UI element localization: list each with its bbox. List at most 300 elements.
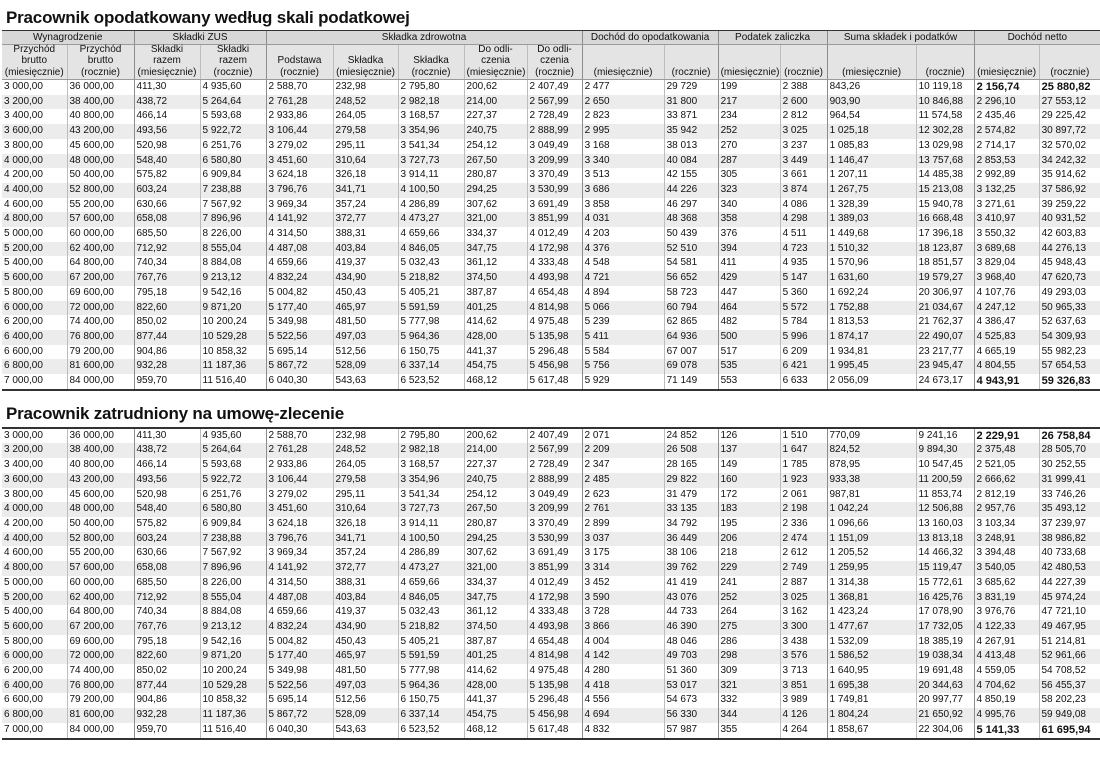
table-cell: 4 800,00 (2, 212, 67, 227)
table-cell: 42 603,83 (1039, 227, 1100, 242)
table-cell: 428,00 (464, 679, 527, 694)
table-cell: 3 831,19 (974, 591, 1039, 606)
table-cell: 4 012,49 (527, 576, 582, 591)
table-cell: 450,43 (333, 286, 398, 301)
table-cell: 227,37 (464, 109, 527, 124)
table-cell: 795,18 (134, 635, 200, 650)
table-cell: 4 665,19 (974, 345, 1039, 360)
table-cell: 401,25 (464, 301, 527, 316)
table-cell: 1 267,75 (827, 183, 916, 198)
table-cell: 3 025 (780, 591, 827, 606)
table-cell: 326,18 (333, 168, 398, 183)
table-cell: 2 485 (582, 473, 664, 488)
table-cell: 4 100,50 (398, 532, 464, 547)
table-cell: 10 846,88 (916, 95, 974, 110)
table-cell: 3 025 (780, 124, 827, 139)
column-header (718, 45, 780, 56)
table-cell: 4 600,00 (2, 198, 67, 213)
table-cell: 2 992,89 (974, 168, 1039, 183)
table-cell: 4 600,00 (2, 546, 67, 561)
table-cell: 4 286,89 (398, 546, 464, 561)
table-cell: 2 853,53 (974, 154, 1039, 169)
table-cell: 11 200,59 (916, 473, 974, 488)
column-header: brutto (2, 56, 67, 67)
table-cell: 3 624,18 (266, 168, 333, 183)
table-cell: 4 975,48 (527, 664, 582, 679)
table-cell: 6 200,00 (2, 664, 67, 679)
table-cell: 3 691,49 (527, 198, 582, 213)
table-cell: 1 640,95 (827, 664, 916, 679)
table-cell: 3 968,40 (974, 271, 1039, 286)
table-cell: 434,90 (333, 620, 398, 635)
table-row (2, 458, 1100, 473)
table-cell: 450,43 (333, 635, 398, 650)
table-cell: 1 752,88 (827, 301, 916, 316)
table-cell: 4 400,00 (2, 532, 67, 547)
table-cell: 1 449,68 (827, 227, 916, 242)
table-cell: 5 264,64 (200, 95, 266, 110)
table-cell: 10 119,18 (916, 80, 974, 95)
table-cell: 3 354,96 (398, 124, 464, 139)
table-cell: 4 386,47 (974, 315, 1039, 330)
table-cell: 4 721 (582, 271, 664, 286)
table-cell: 286 (718, 635, 780, 650)
table-cell: 44 276,13 (1039, 242, 1100, 257)
table-cell: 1 647 (780, 443, 827, 458)
table-cell: 428,00 (464, 330, 527, 345)
table-cell: 1 995,45 (827, 359, 916, 374)
table-cell: 267,50 (464, 502, 527, 517)
table-cell: 6 400,00 (2, 330, 67, 345)
table-cell: 79 200,00 (67, 693, 134, 708)
table-cell: 3 661 (780, 168, 827, 183)
table-cell: 28 505,70 (1039, 443, 1100, 458)
table-cell: 56 330 (664, 708, 718, 723)
table-cell: 72 000,00 (67, 649, 134, 664)
column-header: Do odli- (464, 45, 527, 56)
table-cell: 279,58 (333, 473, 398, 488)
table-cell: 2 761,28 (266, 95, 333, 110)
table-cell: 441,37 (464, 345, 527, 360)
period-label: (rocznie) (780, 66, 827, 80)
table-cell: 2 812 (780, 109, 827, 124)
table-cell: 3 866 (582, 620, 664, 635)
table-cell: 2 567,99 (527, 95, 582, 110)
table-row (2, 693, 1100, 708)
table-cell: 347,75 (464, 591, 527, 606)
table-cell: 5 349,98 (266, 315, 333, 330)
table-cell: 543,63 (333, 723, 398, 739)
table-cell: 12 302,28 (916, 124, 974, 139)
table-cell: 35 493,12 (1039, 502, 1100, 517)
column-header: Przychód (67, 45, 134, 56)
table-cell: 9 871,20 (200, 649, 266, 664)
table-cell: 3 162 (780, 605, 827, 620)
table-cell: 2 056,09 (827, 374, 916, 390)
table-cell: 2 957,76 (974, 502, 1039, 517)
table-cell: 6 800,00 (2, 359, 67, 374)
table-cell: 31 800 (664, 95, 718, 110)
table-cell: 3 600,00 (2, 473, 67, 488)
table-cell: 81 600,00 (67, 708, 134, 723)
table-cell: 388,31 (333, 576, 398, 591)
table-cell: 13 813,18 (916, 532, 974, 547)
table-cell: 4 280 (582, 664, 664, 679)
table-cell: 3 400,00 (2, 458, 67, 473)
table-cell: 55 982,23 (1039, 345, 1100, 360)
table-cell: 419,37 (333, 605, 398, 620)
table-cell: 5 600,00 (2, 271, 67, 286)
table-cell: 23 217,77 (916, 345, 974, 360)
table-cell: 5 264,64 (200, 443, 266, 458)
table-cell: 341,71 (333, 532, 398, 547)
table-row (2, 723, 1100, 739)
table-cell: 4 654,48 (527, 286, 582, 301)
table-cell: 3 370,49 (527, 168, 582, 183)
table-cell: 36 449 (664, 532, 718, 547)
table-cell: 6 633 (780, 374, 827, 390)
table-cell: 850,02 (134, 315, 200, 330)
period-label: (miesięcznie) (827, 66, 916, 80)
table-cell: 10 200,24 (200, 664, 266, 679)
table-cell: 214,00 (464, 443, 527, 458)
table-cell: 332 (718, 693, 780, 708)
table-cell: 15 772,61 (916, 576, 974, 591)
table-cell: 4 975,48 (527, 315, 582, 330)
table-cell: 17 732,05 (916, 620, 974, 635)
table-cell: 5 000,00 (2, 576, 67, 591)
table-cell: 49 293,03 (1039, 286, 1100, 301)
table-row (2, 330, 1100, 345)
table-cell: 1 423,24 (827, 605, 916, 620)
table-cell: 200,62 (464, 428, 527, 444)
table-cell: 7 000,00 (2, 723, 67, 739)
table-cell: 497,03 (333, 330, 398, 345)
table-cell: 357,24 (333, 546, 398, 561)
table-cell: 323 (718, 183, 780, 198)
table-cell: 50 965,33 (1039, 301, 1100, 316)
table-cell: 4 832 (582, 723, 664, 739)
table-cell: 2 156,74 (974, 80, 1039, 95)
table-cell: 44 226 (664, 183, 718, 198)
column-header: Podstawa (266, 56, 333, 67)
group-header: Dochód netto (974, 31, 1100, 45)
table-cell: 4 200,00 (2, 168, 67, 183)
table-cell: 9 542,16 (200, 286, 266, 301)
table-cell: 5 296,48 (527, 693, 582, 708)
table-cell: 7 896,96 (200, 561, 266, 576)
table-cell: 10 858,32 (200, 693, 266, 708)
table-cell: 3 541,34 (398, 488, 464, 503)
table-cell: 5 964,36 (398, 330, 464, 345)
table-cell: 31 999,41 (1039, 473, 1100, 488)
table-cell: 19 038,34 (916, 649, 974, 664)
table-cell: 22 490,07 (916, 330, 974, 345)
table-cell: 5 004,82 (266, 635, 333, 650)
table-cell: 438,72 (134, 95, 200, 110)
table-cell: 21 034,67 (916, 301, 974, 316)
table-cell: 4 298 (780, 212, 827, 227)
table-cell: 5 411 (582, 330, 664, 345)
table-cell: 3 530,99 (527, 183, 582, 198)
table-cell: 388,31 (333, 227, 398, 242)
table-cell: 2 933,86 (266, 109, 333, 124)
table-cell: 468,12 (464, 374, 527, 390)
table-cell: 67 007 (664, 345, 718, 360)
table-cell: 3 279,02 (266, 139, 333, 154)
table-cell: 4 659,66 (398, 576, 464, 591)
table-cell: 8 555,04 (200, 242, 266, 257)
table-cell: 18 123,87 (916, 242, 974, 257)
table-cell: 2 728,49 (527, 109, 582, 124)
table-cell: 1 477,67 (827, 620, 916, 635)
table-cell: 4 487,08 (266, 242, 333, 257)
table-cell: 3 175 (582, 546, 664, 561)
table-cell: 3 851,99 (527, 212, 582, 227)
period-label: (rocznie) (398, 66, 464, 80)
table-cell: 3 106,44 (266, 473, 333, 488)
table-cell: 3 049,49 (527, 488, 582, 503)
table-cell: 1 151,09 (827, 532, 916, 547)
table-cell: 4 654,48 (527, 635, 582, 650)
table-cell: 57 987 (664, 723, 718, 739)
table-cell: 1 207,11 (827, 168, 916, 183)
table-cell: 7 567,92 (200, 546, 266, 561)
table-cell: 30 897,72 (1039, 124, 1100, 139)
table-cell: 2 995 (582, 124, 664, 139)
table-cell: 22 304,06 (916, 723, 974, 739)
table-cell: 20 344,63 (916, 679, 974, 694)
table-cell: 3 168,57 (398, 458, 464, 473)
table-cell: 3 800,00 (2, 139, 67, 154)
table-cell: 5 784 (780, 315, 827, 330)
table-cell: 294,25 (464, 532, 527, 547)
table-cell: 310,64 (333, 154, 398, 169)
table-cell: 520,98 (134, 139, 200, 154)
column-header: Do odli- (527, 45, 582, 56)
table-cell: 2 728,49 (527, 458, 582, 473)
table-cell: 712,92 (134, 242, 200, 257)
column-header: Składki (200, 45, 266, 56)
table-cell: 3 354,96 (398, 473, 464, 488)
table-cell: 307,62 (464, 198, 527, 213)
table-cell: 54 708,52 (1039, 664, 1100, 679)
table-cell: 3 851 (780, 679, 827, 694)
table-cell: 42 480,53 (1039, 561, 1100, 576)
table-cell: 411 (718, 256, 780, 271)
table-cell: 72 000,00 (67, 301, 134, 316)
table-cell: 3 279,02 (266, 488, 333, 503)
table-cell: 7 896,96 (200, 212, 266, 227)
column-header (1039, 56, 1100, 67)
table-cell: 34 792 (664, 517, 718, 532)
table-cell: 2 347 (582, 458, 664, 473)
table-cell: 13 160,03 (916, 517, 974, 532)
table-cell: 434,90 (333, 271, 398, 286)
table-cell: 3 271,61 (974, 198, 1039, 213)
table-cell: 878,95 (827, 458, 916, 473)
table-row (2, 502, 1100, 517)
table-cell: 5 032,43 (398, 256, 464, 271)
table-cell: 481,50 (333, 664, 398, 679)
table-cell: 8 884,08 (200, 605, 266, 620)
table-cell: 55 200,00 (67, 546, 134, 561)
table-cell: 5 135,98 (527, 679, 582, 694)
table-cell: 52 510 (664, 242, 718, 257)
table-cell: 454,75 (464, 708, 527, 723)
table-cell: 464 (718, 301, 780, 316)
table-cell: 254,12 (464, 139, 527, 154)
column-header (974, 45, 1039, 56)
group-header: Wynagrodzenie (2, 31, 134, 45)
table-cell: 5 593,68 (200, 458, 266, 473)
table-cell: 214,00 (464, 95, 527, 110)
table-cell: 252 (718, 124, 780, 139)
period-label: (miesięcznie) (333, 66, 398, 80)
table-cell: 466,14 (134, 458, 200, 473)
table-cell: 43 076 (664, 591, 718, 606)
table-cell: 69 078 (664, 359, 718, 374)
table-cell: 10 547,45 (916, 458, 974, 473)
table-cell: 3 976,76 (974, 605, 1039, 620)
period-label: (miesięcznie) (464, 66, 527, 80)
table-cell: 248,52 (333, 95, 398, 110)
table-cell: 5 572 (780, 301, 827, 316)
table-cell: 2 888,99 (527, 473, 582, 488)
table-cell: 280,87 (464, 517, 527, 532)
table-cell: 767,76 (134, 271, 200, 286)
table-cell: 2 666,62 (974, 473, 1039, 488)
table-cell: 64 800,00 (67, 605, 134, 620)
table-cell: 4 400,00 (2, 183, 67, 198)
table-cell: 6 251,76 (200, 488, 266, 503)
table-cell: 3 037 (582, 532, 664, 547)
table-row (2, 428, 1100, 444)
table-cell: 4 804,55 (974, 359, 1039, 374)
table-cell: 4 004 (582, 635, 664, 650)
table-cell: 4 493,98 (527, 620, 582, 635)
table-cell: 45 974,24 (1039, 591, 1100, 606)
table-cell: 47 620,73 (1039, 271, 1100, 286)
table-cell: 6 580,80 (200, 154, 266, 169)
table-row (2, 124, 1100, 139)
table-cell: 264,05 (333, 458, 398, 473)
table-cell: 200,62 (464, 80, 527, 95)
table-cell: 206 (718, 532, 780, 547)
table-cell: 1 314,38 (827, 576, 916, 591)
column-header (916, 56, 974, 67)
table-row (2, 301, 1100, 316)
table-cell: 6 337,14 (398, 359, 464, 374)
table-cell: 5 000,00 (2, 227, 67, 242)
table-cell: 4 659,66 (398, 227, 464, 242)
table-cell: 5 405,21 (398, 286, 464, 301)
table-cell: 49 703 (664, 649, 718, 664)
period-label: (miesięcznie) (718, 66, 780, 80)
table-cell: 740,34 (134, 256, 200, 271)
table-cell: 19 691,48 (916, 664, 974, 679)
table-cell: 3 248,91 (974, 532, 1039, 547)
table-cell: 5 777,98 (398, 664, 464, 679)
table-cell: 26 758,84 (1039, 428, 1100, 444)
column-header: czenia (464, 56, 527, 67)
table-cell: 2 749 (780, 561, 827, 576)
table-cell: 52 637,63 (1039, 315, 1100, 330)
period-label: (rocznie) (67, 66, 134, 80)
table-cell: 51 360 (664, 664, 718, 679)
table-cell: 10 529,28 (200, 679, 266, 694)
table-cell: 2 071 (582, 428, 664, 444)
table-cell: 2 209 (582, 443, 664, 458)
table-cell: 3 200,00 (2, 443, 67, 458)
table-cell: 240,75 (464, 124, 527, 139)
table-row (2, 664, 1100, 679)
table-cell: 5 591,59 (398, 301, 464, 316)
table-cell: 60 000,00 (67, 576, 134, 591)
group-header: Składka zdrowotna (266, 31, 582, 45)
table-cell: 48 368 (664, 212, 718, 227)
table-cell: 3 410,97 (974, 212, 1039, 227)
table-cell: 3 600,00 (2, 124, 67, 139)
table-cell: 4 314,50 (266, 576, 333, 591)
table-cell: 4 142 (582, 649, 664, 664)
table-cell: 414,62 (464, 315, 527, 330)
table-cell: 603,24 (134, 532, 200, 547)
table-cell: 76 800,00 (67, 679, 134, 694)
table-cell: 45 600,00 (67, 139, 134, 154)
table-cell: 4 723 (780, 242, 827, 257)
table-cell: 548,40 (134, 502, 200, 517)
table-cell: 74 400,00 (67, 664, 134, 679)
column-header: Składka (333, 56, 398, 67)
table-cell: 2 823 (582, 109, 664, 124)
period-label: (rocznie) (266, 66, 333, 80)
table-cell: 40 084 (664, 154, 718, 169)
table-cell: 18 385,19 (916, 635, 974, 650)
table-cell: 295,11 (333, 139, 398, 154)
table-cell: 5 867,72 (266, 359, 333, 374)
column-header: razem (134, 56, 200, 67)
table-cell: 45 600,00 (67, 488, 134, 503)
table-cell: 4 473,27 (398, 212, 464, 227)
table-cell: 295,11 (333, 488, 398, 503)
table-cell: 1 085,83 (827, 139, 916, 154)
table-cell: 500 (718, 330, 780, 345)
table-row (2, 679, 1100, 694)
table-cell: 309 (718, 664, 780, 679)
table-cell: 31 479 (664, 488, 718, 503)
table-cell: 4 333,48 (527, 256, 582, 271)
table-cell: 56 455,37 (1039, 679, 1100, 694)
table-row (2, 561, 1100, 576)
table-cell: 372,77 (333, 561, 398, 576)
column-header: Przychód (2, 45, 67, 56)
table-cell: 46 390 (664, 620, 718, 635)
table-cell: 465,97 (333, 301, 398, 316)
table-cell: 4 141,92 (266, 212, 333, 227)
table-cell: 6 600,00 (2, 345, 67, 360)
table-cell: 4 413,48 (974, 649, 1039, 664)
table-cell: 264 (718, 605, 780, 620)
table-cell: 411,30 (134, 428, 200, 444)
table-cell: 358 (718, 212, 780, 227)
table-cell: 5 929 (582, 374, 664, 390)
table-cell: 3 106,44 (266, 124, 333, 139)
table-cell: 4 995,76 (974, 708, 1039, 723)
table-cell: 376 (718, 227, 780, 242)
table-cell: 29 729 (664, 80, 718, 95)
table-cell: 2 574,82 (974, 124, 1039, 139)
